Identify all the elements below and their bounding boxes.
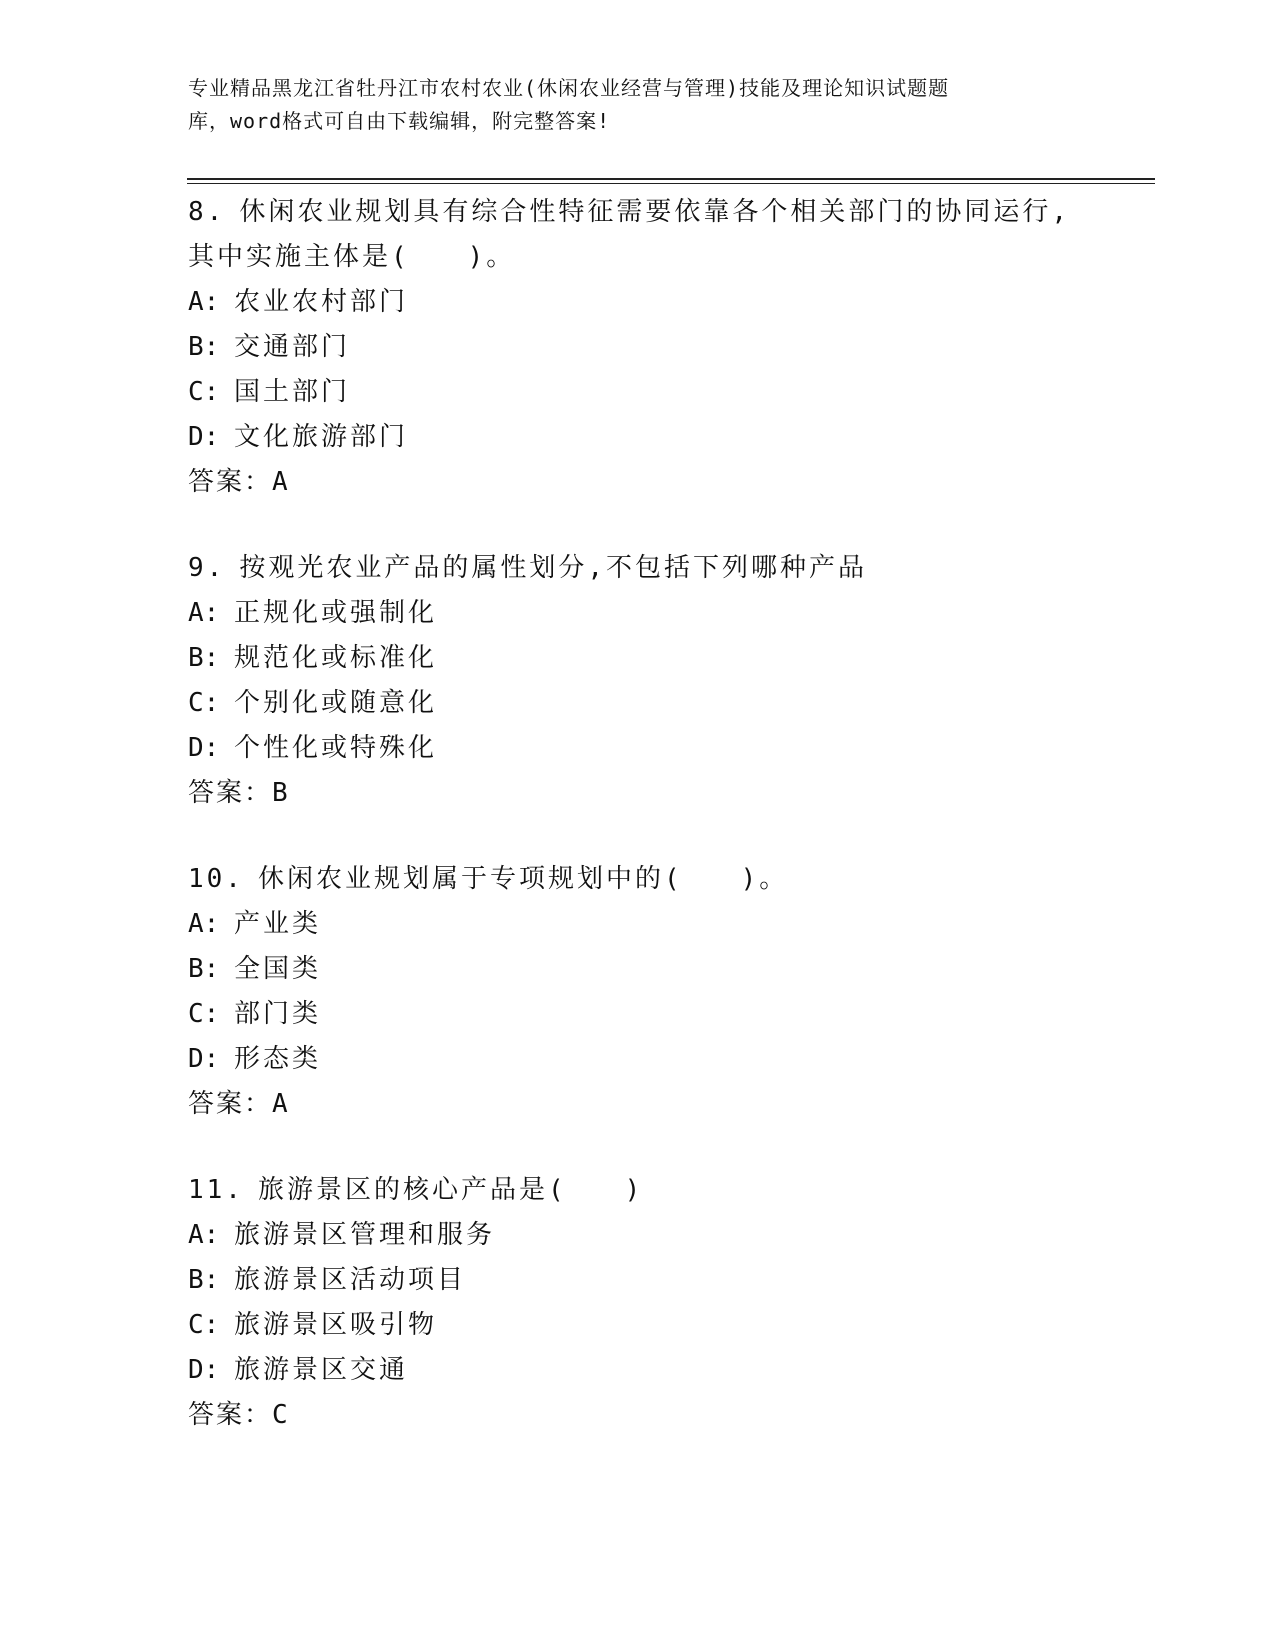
option-d xyxy=(188,1348,1148,1393)
option-text: 农业农村部门 xyxy=(234,287,409,317)
option-text: 产业类 xyxy=(234,909,322,939)
option-text: 部门类 xyxy=(234,999,322,1029)
option-letter: C: xyxy=(188,999,220,1029)
question-text xyxy=(188,546,1148,591)
option-a xyxy=(188,902,1148,947)
option-b xyxy=(188,636,1148,681)
option-letter: D: xyxy=(188,1044,220,1074)
question-number: 11. xyxy=(188,1175,244,1205)
option-letter: D: xyxy=(188,733,220,763)
answer-line xyxy=(188,1082,1148,1127)
option-d xyxy=(188,415,1148,460)
answer-label: 答案： xyxy=(188,1089,273,1119)
option-b xyxy=(188,947,1148,992)
answer-value: B xyxy=(272,778,290,808)
question-number: 9. xyxy=(188,553,226,583)
option-letter: B: xyxy=(188,954,220,984)
header-line-1: 专业精品黑龙江省牡丹江市农村农业(休闲农业经营与管理)技能及理论知识试题题 xyxy=(188,76,950,100)
answer-line xyxy=(188,1393,1148,1438)
question-text-line-1: 休闲农业规划属于专项规划中的( )。 xyxy=(257,864,789,894)
question-text-line-1: 旅游景区的核心产品是( ) xyxy=(257,1175,644,1205)
option-c xyxy=(188,681,1148,726)
question-list xyxy=(188,190,1148,1479)
header-line-2: 库，word格式可自由下载编辑，附完整答案! xyxy=(188,109,611,133)
option-c xyxy=(188,370,1148,415)
option-letter: A: xyxy=(188,1220,220,1250)
option-letter: D: xyxy=(188,422,220,452)
option-text: 规范化或标准化 xyxy=(234,643,438,673)
answer-label: 答案： xyxy=(188,467,273,497)
option-text: 旅游景区交通 xyxy=(234,1355,409,1385)
option-text: 旅游景区活动项目 xyxy=(234,1265,467,1295)
question-11 xyxy=(188,1168,1148,1438)
option-text: 国土部门 xyxy=(234,377,351,407)
option-letter: A: xyxy=(188,287,220,317)
answer-line xyxy=(188,771,1148,816)
question-text-line-1: 按观光农业产品的属性划分,不包括下列哪种产品 xyxy=(239,553,867,583)
question-text-line-2: 其中实施主体是( )。 xyxy=(188,242,516,272)
option-text: 正规化或强制化 xyxy=(234,598,438,628)
answer-label: 答案： xyxy=(188,778,273,808)
answer-value: C xyxy=(272,1400,290,1430)
option-text: 旅游景区吸引物 xyxy=(234,1310,438,1340)
option-text: 文化旅游部门 xyxy=(234,422,409,452)
answer-line xyxy=(188,460,1148,505)
option-letter: A: xyxy=(188,909,220,939)
option-letter: B: xyxy=(188,643,220,673)
option-c xyxy=(188,992,1148,1037)
question-10 xyxy=(188,857,1148,1127)
option-b xyxy=(188,325,1148,370)
question-text xyxy=(188,1168,1148,1213)
question-number: 10. xyxy=(188,864,244,894)
option-letter: D: xyxy=(188,1355,220,1385)
option-a xyxy=(188,280,1148,325)
question-9 xyxy=(188,546,1148,816)
option-text: 个性化或特殊化 xyxy=(234,733,438,763)
option-letter: C: xyxy=(188,688,220,718)
option-a xyxy=(188,591,1148,636)
option-d xyxy=(188,1037,1148,1082)
document-header xyxy=(188,72,1118,138)
option-letter: B: xyxy=(188,332,220,362)
header-divider xyxy=(187,178,1155,184)
question-8 xyxy=(188,190,1148,505)
option-b xyxy=(188,1258,1148,1303)
option-text: 个别化或随意化 xyxy=(234,688,438,718)
option-letter: A: xyxy=(188,598,220,628)
option-text: 旅游景区管理和服务 xyxy=(234,1220,496,1250)
option-a xyxy=(188,1213,1148,1258)
question-text xyxy=(188,190,1148,235)
option-text: 形态类 xyxy=(234,1044,322,1074)
answer-value: A xyxy=(272,467,290,497)
option-text: 全国类 xyxy=(234,954,322,984)
option-d xyxy=(188,726,1148,771)
answer-value: A xyxy=(272,1089,290,1119)
option-letter: C: xyxy=(188,377,220,407)
option-c xyxy=(188,1303,1148,1348)
question-text-line-1: 休闲农业规划具有综合性特征需要依靠各个相关部门的协同运行, xyxy=(239,197,1070,227)
question-text xyxy=(188,857,1148,902)
option-letter: B: xyxy=(188,1265,220,1295)
question-number: 8. xyxy=(188,197,226,227)
option-text: 交通部门 xyxy=(234,332,351,362)
answer-label: 答案： xyxy=(188,1400,273,1430)
option-letter: C: xyxy=(188,1310,220,1340)
